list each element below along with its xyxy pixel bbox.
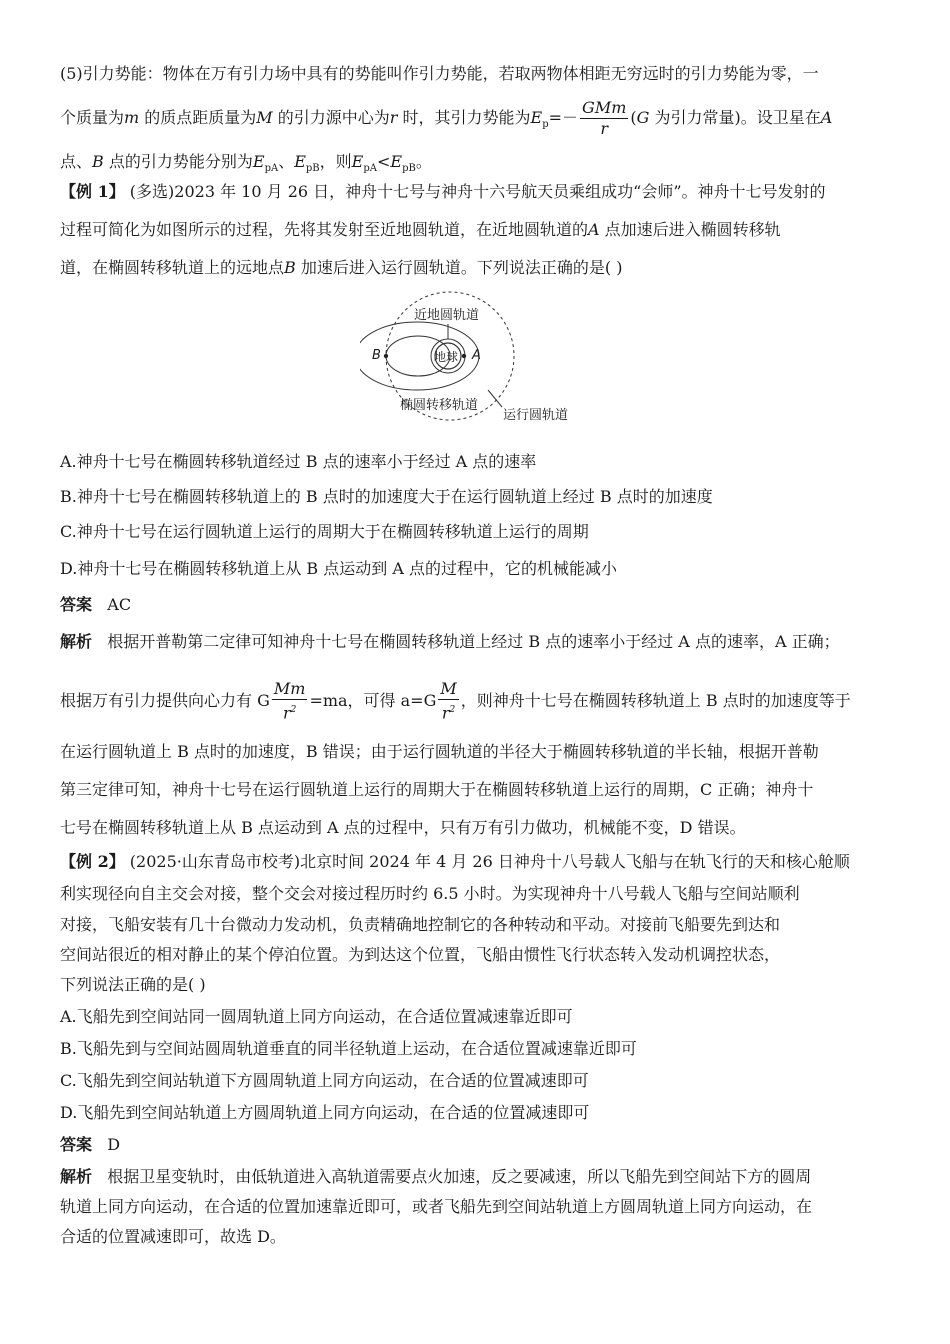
ex2-answer: 答案 D [60,1135,121,1154]
ex2-question-line-5: 下列说法正确的是( ) [60,975,206,994]
ex2-option-c: C.飞船先到空间站轨道下方圆周轨道上同方向运动，在合适的位置减速即可 [60,1071,589,1090]
ex1-option-b: B.神舟十七号在椭圆转移轨道上的 B 点时的加速度大于在运行圆轨道上经过 B 点时的加速度 [60,487,713,506]
intro-line-1: (5)引力势能：物体在万有引力场中具有的势能叫作引力势能，若取两物体相距无穷远时的引力势能为零，一 [60,64,819,83]
ex1-answer: 答案 AC [60,595,132,614]
ex2-option-d: D.飞船先到空间站轨道上方圆周轨道上同方向运动，在合适的位置减速即可 [60,1103,590,1122]
ex2-option-a: A.飞船先到空间站同一圆周轨道上同方向运动，在合适位置减速靠近即可 [60,1007,573,1026]
potential-fraction: $\frac{\text{GMm}}{r}$ [582,98,627,138]
ex1-tag: 【例 1】 [60,182,125,201]
ex2-option-b: B.飞船先到与空间站圆周轨道垂直的同半径轨道上运动，在合适位置减速靠近即可 [60,1039,637,1058]
run-orbit-leader [488,390,502,407]
ellipse-label: 椭圆转移轨道 [400,398,479,413]
intro-line-3: 点、B 点的引力势能分别为$E_{pA}$、$E_{pB}$，则$E_{pA}<E_{pB}$。 [60,152,432,175]
ex2-solution-line-3: 合适的位置减速即可，故选 D。 [60,1227,286,1246]
ex1-option-d: D.神舟十七号在椭圆转移轨道上从 B 点运动到 A 点的过程中，它的机械能减小 [60,559,618,578]
ex1-question-line-2: 过程可简化为如图所示的过程，先将其发射至近地圆轨道，在近地圆轨道的A 点加速后进入椭圆转移轨 [60,220,781,239]
ex2-question-line-1: 【例 2】 (2025·山东青岛市校考)北京时间 2024 年 4 月 26 日神舟十八号载人飞船与在轨飞行的天和核心舱顺 [60,852,850,871]
ex2-question-line-4: 空间站很近的相对静止的某个停泊位置。为到达这个位置，飞船由惯性飞行状态转入发动机调控状态， [60,945,781,964]
point-b-label: B [372,348,381,363]
ex1-solution-line-4: 第三定律可知，神舟十七号在运行圆轨道上运行的周期大于在椭圆转移轨道上运行的周期，C 正确；神舟十 [60,780,814,799]
orbit-figure [360,290,600,430]
run-orbit-label: 运行圆轨道 [503,408,569,423]
ex1-solution-line-2: 根据万有引力提供向心力有 G $\frac{Mm}{r^2}$ =ma，可得 a=G $\frac{M}{r^2}$ ，则神舟十七号在椭圆转移轨道上 B 点时的加速度等于 [60,679,851,723]
ex1-option-a: A.神舟十七号在椭圆转移轨道经过 B 点的速率小于经过 A 点的速率 [60,452,537,471]
ex2-tag: 【例 2】 [60,852,125,871]
ex1-solution-line-1: 解析 根据开普勒第二定律可知神舟十七号在椭圆转移轨道上经过 B 点的速率小于经过 A 点的速率，A 正确； [60,632,840,651]
earth-label: 地球 [434,350,459,364]
gravity-fraction: $\frac{Mm}{r^2}$ [273,679,306,723]
ex1-solution-line-3: 在运行圆轨道上 B 点时的加速度，B 错误；由于运行圆轨道的半径大于椭圆转移轨道的半长轴，根据开普勒 [60,742,819,761]
ex1-option-c: C.神舟十七号在运行圆轨道上运行的周期大于在椭圆转移轨道上运行的周期 [60,522,589,541]
ex2-question-line-2: 利实现径向自主交会对接，整个交会对接过程历时约 6.5 小时。为实现神舟十八号载人飞船与空间站顺利 [60,884,800,903]
ex2-solution-line-1: 解析 根据卫星变轨时，由低轨道进入高轨道需要点火加速，反之要减速，所以飞船先到空间站下方的圆周 [60,1167,812,1186]
ex1-question-line-1: 【例 1】 (多选)2023 年 10 月 26 日，神舟十七号与神舟十六号航天员乘组成功“会师”。神舟十七号发射的 [60,182,826,201]
ex1-question-line-3: 道，在椭圆转移轨道上的远地点B 加速后进入运行圆轨道。下列说法正确的是( ) [60,258,623,277]
point-a-dot [462,354,466,358]
acceleration-fraction: $\frac{M}{r^2}$ [440,679,457,723]
point-a-label: A [472,348,481,363]
intro-line-2: 个质量为m 的质点距质量为M 的引力源中心为r 时，其引力势能为$E_p=-$ $\frac{\text{GMm}}{r}$ (G 为引力常量)。设卫星在A [60,98,833,138]
ex1-solution-line-5: 七号在椭圆转移轨道上从 B 点运动到 A 点的过程中，只有万有引力做功，机械能不变，D 错误。 [60,818,746,837]
ex2-solution-line-2: 轨道上同方向运动，在合适的位置加速靠近即可，或者飞船先到空间站轨道上方圆周轨道上同方向运动，在 [60,1197,813,1216]
near-orbit-label: 近地圆轨道 [414,308,480,323]
ex2-question-line-3: 对接，飞船安装有几十台微动力发动机，负责精确地控制它的各种转动和平动。对接前飞船要先到达和 [60,915,781,934]
point-b-dot [384,354,388,358]
